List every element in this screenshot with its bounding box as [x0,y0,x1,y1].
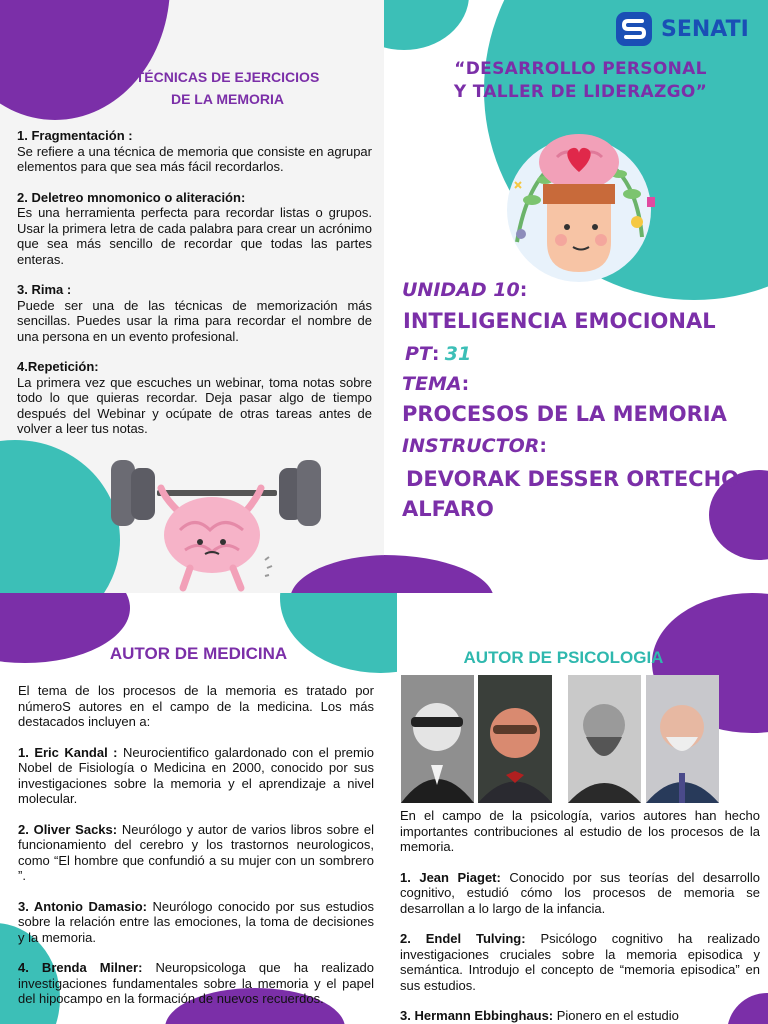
author-photo [568,675,641,803]
tema-row: TEMA: [402,373,470,395]
medicine-author: 2. Oliver Sacks: Neurólogo y autor de varios libros sobre el funcionamiento del cerebro y los trastornos neurologicos, como “El hombre que confundió a su mujer con un sombrero ”. [18,821,374,883]
purple-bottom-blob [384,555,494,593]
psychology-content [400,808,760,1024]
tema-value: PROCESOS DE LA MEMORIA [402,402,727,426]
pt-row: PT: 31 [405,343,472,365]
technique-item: 4.Repetición: La primera vez que escuches un webinar, toma notas sobre todo lo que quieras recordar. Deja pasar algo de tiempo después del Webinar y ocúpate de otras tareas antes de volver a leer tus notas. [17,359,372,436]
psychology-intro: En el campo de la psicología, varios autores han hecho importantes contribuciones al estudio de los procesos de la memoria. [400,808,760,854]
senati-logo [613,8,749,50]
medicine-content [18,683,374,1022]
teal-small-blob [384,0,469,50]
technique-item: 3. Rima : Puede ser una de las técnicas de memorización más sencillas. Puedes usar la rima para recordar el nombre de una persona en un evento profesional. [17,282,372,344]
instructor-value: DEVORAK DESSER ORTECHO ALFARO [402,467,740,521]
senati-logo-icon [613,9,655,49]
cover-title: “DESARROLLO PERSONAL Y TALLER DE LIDERAZGO” [453,59,708,102]
medicine-author: 1. Eric Kandal : Neurocientifico galardonado con el premio Nobel de Fisiología o Medicina en 2000, conocido por sus investigaciones sobre la memoria y el aprendizaje a nivel molecular. [18,744,374,806]
unidad-row: UNIDAD 10: [402,279,528,301]
techniques-panel [0,0,384,593]
medicine-panel [0,593,397,1024]
weightlifting-brain-illustration [105,450,325,593]
psychology-title: AUTOR DE PSICOLOGIA [463,648,664,667]
senati-logo-text: SENATI [661,16,749,42]
techniques-list [17,128,372,452]
techniques-title: TÉCNICAS DE EJERCICIOS DE LA MEMORIA [135,69,320,107]
technique-item: 2. Deletreo mnomonico o aliteración: Es una herramienta perfecta para recordar listas o grupos. Usar la primera letra de cada palabra para crear un acrónimo que sea más sencillo de recordar que todas las partes enteras. [17,189,372,267]
author-photo [646,675,719,803]
head-brain-illustration [497,122,662,282]
instructor-row: INSTRUCTOR: [402,435,547,457]
teal-corner-blob [0,440,120,593]
psychology-panel [397,593,768,1024]
medicine-author: 3. Antonio Damasio: Neurólogo conocido por sus estudios sobre la relación entre las emociones, la toma de decisiones y la memoria. [18,898,374,945]
psychology-author: 2. Endel Tulving: Psicólogo cognitivo ha realizado investigaciones cruciales sobre la memoria episodica y semántica. Introdujo el concepto de “memoria episodica” en sus estudios. [400,931,760,993]
psychology-author: 3. Hermann Ebbinghaus: Pionero en el estudio [400,1008,679,1023]
medicine-title: AUTOR DE MEDICINA [109,644,288,663]
psychology-author: 1. Jean Piaget: Conocido por sus teorías del desarrollo cognitivo, estudió cómo los procesos de memoria se desarrollan a lo largo de la infancia. [400,869,760,916]
medicine-author: 4. Brenda Milner: Neuropsicologa que ha realizado investigaciones fundamentales sobre la memoria y el papel del hipocampo en la formación de nuevos recuerdos. [18,960,375,1006]
unidad-value: INTELIGENCIA EMOCIONAL [403,309,716,333]
medicine-intro: El tema de los procesos de la memoria es tratado por númeroS autores en el campo de la medicina. Los más destacados incluyen a: [18,683,374,729]
author-photo [401,675,474,803]
technique-item: 1. Fragmentación : Se refiere a una técnica de memoria que consiste en agrupar elementos para que sea más fácil recordarlos. [17,128,372,174]
author-photo [478,675,552,803]
